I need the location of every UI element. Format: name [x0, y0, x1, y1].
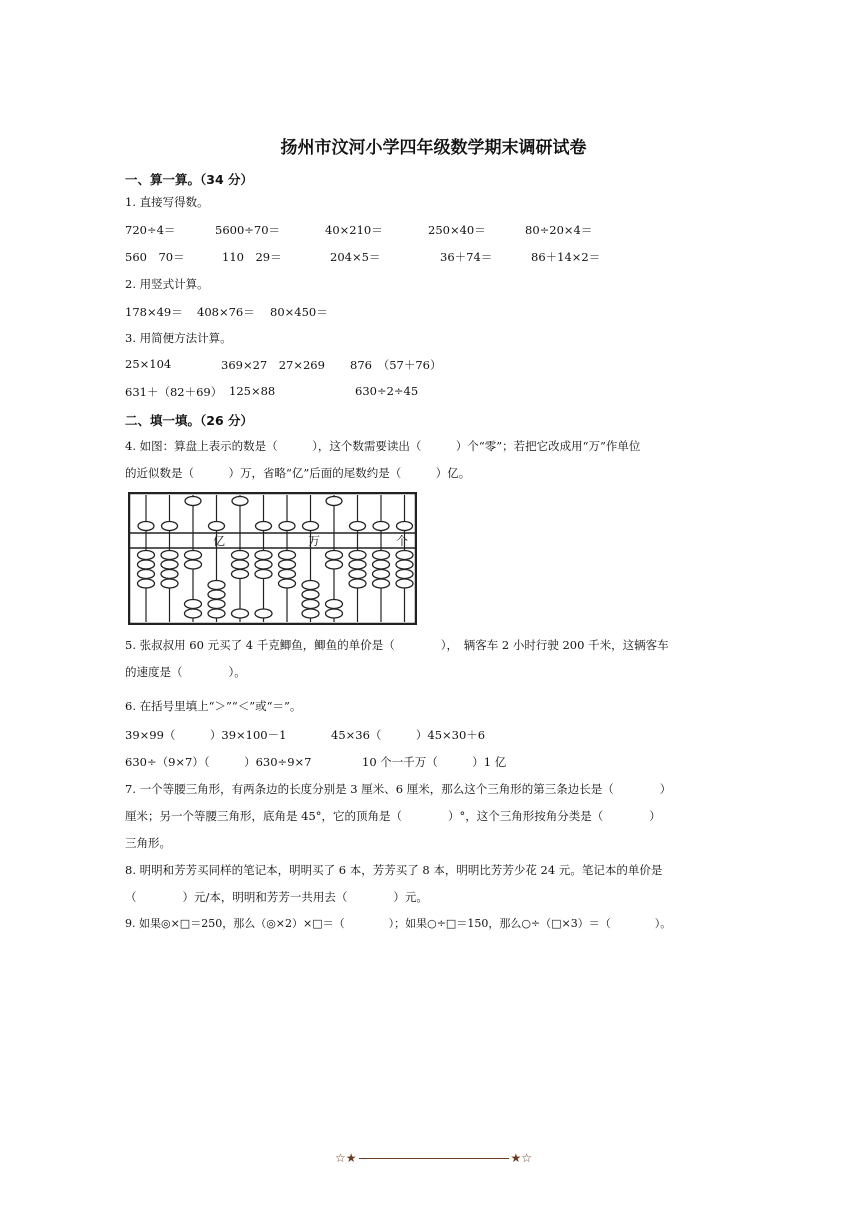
abacus-bead [255, 551, 272, 560]
q6-item: 10 个一千万（ ）1 亿 [362, 755, 507, 769]
q7-line: 7. 一个等腰三角形，有两条边的长度分别是 3 厘米、6 厘米，那么这个三角形的第三条边长是（ ） [125, 782, 672, 796]
q1-item: 80÷20×4＝ [525, 223, 593, 237]
section2-heading: 二、填一填。（26 分） [125, 413, 253, 428]
abacus-bead [279, 522, 295, 531]
q2-label: 2. 用竖式计算。 [125, 277, 209, 291]
abacus-bead [349, 551, 366, 560]
abacus-bead [326, 551, 343, 560]
q6-item: 39×99（ ）39×100－1 [125, 728, 287, 742]
abacus-bead [138, 522, 154, 531]
abacus-bead [208, 581, 225, 590]
q2-item: 80×450＝ [270, 305, 328, 319]
abacus-bead [208, 609, 225, 618]
abacus-bead [373, 579, 390, 588]
abacus-bead [232, 609, 249, 618]
q3-item: 876 （57＋76） [350, 358, 442, 372]
abacus-label-ge: 个 [396, 534, 409, 548]
abacus-bead [349, 570, 366, 579]
abacus-bead [279, 560, 296, 569]
q7-line: 三角形。 [125, 836, 171, 850]
exam-title: 扬州市汶河小学四年级数学期末调研试卷 [280, 138, 587, 158]
q8-line: （ ）元/本，明明和芳芳一共用去（ ）元。 [125, 890, 428, 904]
abacus-bead [303, 522, 319, 531]
abacus-bead [302, 609, 319, 618]
abacus-bead [396, 570, 413, 579]
abacus-label-wan: 万 [308, 534, 321, 548]
abacus-bead [326, 497, 342, 506]
q1-item: 560 70＝ [125, 250, 185, 264]
q3-item: 369×27 27×269 [221, 358, 325, 372]
page-footer [0, 1151, 867, 1165]
abacus-bead [208, 590, 225, 599]
q1-item: 40×210＝ [325, 223, 383, 237]
q3-item: 25×104 [125, 357, 172, 371]
abacus-bead [232, 551, 249, 560]
abacus-bead [349, 579, 366, 588]
q1-item: 86＋14×2＝ [531, 250, 601, 264]
abacus-bead [349, 560, 366, 569]
abacus-bead [255, 570, 272, 579]
q1-item: 5600÷70＝ [215, 223, 281, 237]
abacus-bead [326, 609, 343, 618]
q1-item: 36＋74＝ [440, 250, 493, 264]
abacus-bead [397, 522, 413, 531]
abacus-bead [326, 560, 343, 569]
abacus-bead [396, 551, 413, 560]
abacus-bead [138, 579, 155, 588]
abacus-bead [232, 497, 248, 506]
q1-item: 204×5＝ [330, 250, 381, 264]
abacus-bead [185, 600, 202, 609]
abacus-bead [232, 560, 249, 569]
abacus-bead [161, 579, 178, 588]
abacus-bead [302, 590, 319, 599]
q3-item: 125×88 [229, 384, 276, 398]
abacus-bead [279, 570, 296, 579]
q4-line: 4. 如图：算盘上表示的数是（ ），这个数需要读出（ ）个“零”；若把它改成用“万”作单位 [125, 439, 641, 453]
q1-item: 720÷4＝ [125, 223, 176, 237]
q5-line: 5. 张叔叔用 60 元买了 4 千克鲫鱼，鲫鱼的单价是（ ）， 辆客车 2 小时行驶 200 千米，这辆客车 [125, 638, 669, 652]
abacus-bead [373, 522, 389, 531]
abacus-bead [350, 522, 366, 531]
abacus-bead [302, 581, 319, 590]
q8-line: 8. 明明和芳芳买同样的笔记本，明明买了 6 本，芳芳买了 8 本，明明比芳芳少花 24 元。笔记本的单价是 [125, 863, 663, 877]
q9-line: 9. 如果◎×□＝250，那么（◎×2）×□＝（ ）；如果○÷□＝150，那么○÷（□×3）＝（ ）。 [125, 917, 672, 930]
abacus-bead [162, 522, 178, 531]
abacus-figure [128, 492, 417, 625]
abacus-bead [279, 551, 296, 560]
abacus-bead [255, 609, 272, 618]
footer-divider [359, 1158, 509, 1159]
q6-item: 630÷（9×7）（ ）630÷9×7 [125, 755, 312, 769]
abacus-bead [185, 551, 202, 560]
abacus-bead [138, 551, 155, 560]
footer-stars-right: ★☆ [510, 1151, 533, 1165]
abacus-bead [185, 497, 201, 506]
abacus-bead [138, 560, 155, 569]
abacus-bead [373, 570, 390, 579]
q3-label: 3. 用简便方法计算。 [125, 331, 232, 345]
q2-item: 178×49＝ [125, 305, 183, 319]
section1-heading: 一、算一算。（34 分） [125, 172, 253, 187]
abacus-label-yi: 亿 [213, 534, 226, 548]
q6-label: 6. 在括号里填上“＞”“＜”或“＝”。 [125, 699, 302, 713]
abacus-bead [396, 560, 413, 569]
q1-label: 1. 直接写得数。 [125, 195, 209, 209]
abacus-bead [185, 560, 202, 569]
abacus-bead [302, 600, 319, 609]
q6-item: 45×36（ ）45×30＋6 [331, 728, 486, 742]
abacus-bead [396, 579, 413, 588]
q1-item: 250×40＝ [428, 223, 486, 237]
abacus-bead [138, 570, 155, 579]
q1-item: 110 29＝ [222, 250, 282, 264]
q3-item: 631＋（82＋69） [125, 385, 223, 399]
abacus-bead [279, 579, 296, 588]
abacus-bead [161, 570, 178, 579]
abacus-bead [185, 609, 202, 618]
q5-line: 的速度是（ ）。 [125, 665, 246, 679]
q7-line: 厘米；另一个等腰三角形，底角是 45°，它的顶角是（ ）°，这个三角形按角分类是（ ） [125, 809, 661, 823]
abacus-bead [232, 570, 249, 579]
abacus-bead [255, 560, 272, 569]
q2-item: 408×76＝ [197, 305, 255, 319]
abacus-bead [373, 551, 390, 560]
abacus-bead [208, 600, 225, 609]
q4-line: 的近似数是（ ）万，省略“亿”后面的尾数约是（ ）亿。 [125, 466, 471, 480]
q3-item: 630÷2÷45 [355, 384, 419, 398]
abacus-bead [161, 560, 178, 569]
abacus-bead [209, 522, 225, 531]
abacus-bead [256, 522, 272, 531]
abacus-bead [326, 600, 343, 609]
abacus-bead [373, 560, 390, 569]
abacus-bead [161, 551, 178, 560]
footer-stars-left: ☆★ [334, 1151, 357, 1165]
